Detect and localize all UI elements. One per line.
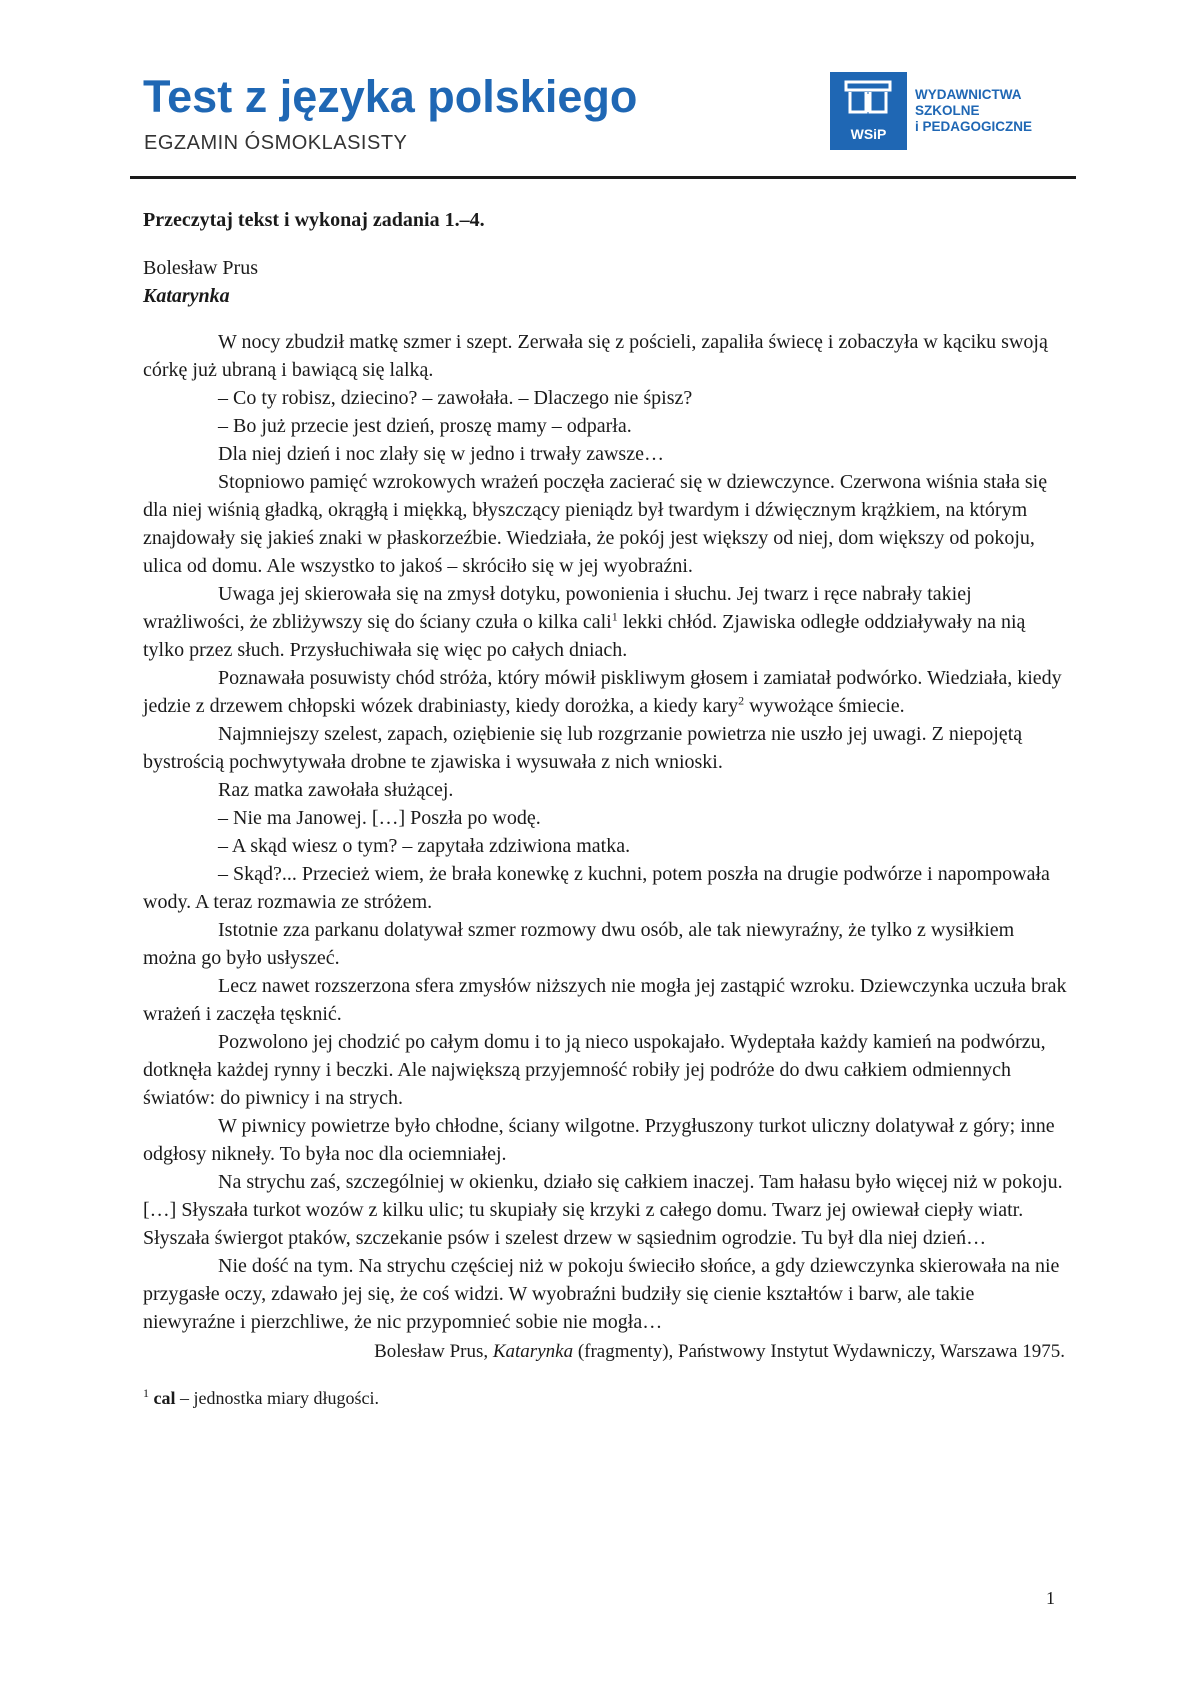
footnote-ref-1: 1 xyxy=(611,609,618,624)
footnote-definition: – jednostka miary długości. xyxy=(175,1388,379,1408)
source-author: Bolesław Prus, xyxy=(374,1341,493,1362)
paragraph-text: Uwaga jej skierowała się na zmysł dotyku, powonienia i słuchu. Jej twarz i ręce nabrały takiej wrażliwości, że zbliżywszy się do ściany czuła o kilka cali xyxy=(143,583,972,633)
source-title: Katarynka xyxy=(492,1341,574,1362)
paragraph: W nocy zbudził matkę szmer i szept. Zerwała się z pościeli, zapaliła świecę i zobaczyła w kąciku swoją córkę już ubraną i bawiącą się lalką. xyxy=(143,331,1048,381)
publisher-logo xyxy=(830,72,1032,150)
paragraph: Istotnie zza parkanu dolatywał szmer rozmowy dwu osób, ale tak niewyraźny, że tylko z wysiłkiem można go było usłyszeć. xyxy=(143,919,1015,969)
paragraph: – Skąd?... Przecież wiem, że brała konewkę z kuchni, potem poszła na drugie podwórze i napompowała wody. A teraz rozmawia ze stróżem. xyxy=(143,863,1050,913)
page-number: 1 xyxy=(1046,1588,1055,1608)
paragraph: Najmniejszy szelest, zapach, oziębienie się lub rozgrzanie powietrza nie uszło jej uwagi. Z niepojętą bystrością pochwytywała drobne te zjawiska i wysuwała z nich wnioski. xyxy=(143,723,1023,773)
open-book-icon xyxy=(844,80,892,116)
document-body xyxy=(143,206,1068,1412)
paragraph-text: lekki chłód. Zjawiska odległe oddziaływały na nią tylko przez słuch. Przysłuchiwała się więc po całych dniach. xyxy=(143,611,1026,661)
wsip-logo-box xyxy=(830,72,907,150)
footnote-1 xyxy=(143,1384,1068,1412)
header-divider xyxy=(130,176,1076,179)
logo-line-1: WYDAWNICTWA xyxy=(915,87,1022,102)
paragraph: Lecz nawet rozszerzona sfera zmysłów niższych nie mogła jej zastąpić wzroku. Dziewczynka uczuła brak wrażeń i zaczęła tęsknić. xyxy=(143,975,1067,1025)
paragraph: – Co ty robisz, dziecino? – zawołała. – Dlaczego nie śpisz? xyxy=(218,387,693,409)
paragraph: – Nie ma Janowej. […] Poszła po wodę. xyxy=(218,807,541,829)
paragraph: Raz matka zawołała służącej. xyxy=(218,779,454,801)
logo-abbr: WSiP xyxy=(850,126,887,142)
page-title: Test z języka polskiego xyxy=(143,71,638,122)
paragraph-touch xyxy=(143,580,1068,664)
paragraph: Na strychu zaś, szczególniej w okienku, działo się całkiem inaczej. Tam hałasu było więcej niż w pokoju. […] Słyszała turkot wozów z kilku ulic; tu skupiały się krzyki z całego domu. Twarz jej owiewał ciepły wiatr. Słyszała świergot ptaków, szczekanie psów i szelest drzew w sąsiednim ogrodzie. Tu był dla niej dzień… xyxy=(143,1171,1063,1249)
paragraph: Dla niej dzień i noc zlały się w jedno i trwały zawsze… xyxy=(218,443,664,465)
paragraph: Stopniowo pamięć wzrokowych wrażeń poczęła zacierać się w dziewczynce. Czerwona wiśnia stała się dla niej wiśnią gładką, okrągłą i miękką, błyszczący pieniądz był twardym i dźwięcznym krążkiem, na którym znajdowały się jakieś znaki w płaskorzeźbie. Wiedziała, że pokój jest większy od niej, dom większy od pokoju, ulica od domu. Ale wszystko to jakoś – skróciło się w jej wyobraźni. xyxy=(143,471,1048,577)
paragraph-text: Poznawała posuwisty chód stróża, który mówił piskliwym głosem i zamiatał podwórko. Wiedziała, kiedy jedzie z drzewem chłopski wózek drabiniasty, kiedy dorożka, a kiedy kary xyxy=(143,667,1062,717)
logo-line-2: SZKOLNE xyxy=(915,103,980,118)
paragraph: W piwnicy powietrze było chłodne, ściany wilgotne. Przygłuszony turkot uliczny dolatywał z góry; inne odgłosy nikneły. To była noc dla ociemniałej. xyxy=(143,1115,1055,1165)
text-author: Bolesław Prus xyxy=(143,257,258,279)
page-subtitle: EGZAMIN ÓSMOKLASISTY xyxy=(144,132,408,154)
paragraph: – A skąd wiesz o tym? – zapytała zdziwiona matka. xyxy=(218,835,631,857)
task-instruction: Przeczytaj tekst i wykonaj zadania 1.–4. xyxy=(143,209,485,231)
paragraph-sounds xyxy=(143,664,1068,720)
logo-text xyxy=(915,87,1032,135)
source-publisher: (fragmenty), Państwowy Instytut Wydawniczy, Warszawa 1975. xyxy=(573,1341,1065,1362)
paragraph: Nie dość na tym. Na strychu częściej niż w pokoju świeciło słońce, a gdy dziewczynka skierowała na nie przygasłe oczy, zdawało jej się, że coś widzi. W wyobraźni budziły się cienie kształtów i barw, ale takie niewyraźne i pierzchliwe, że nic przypomnieć sobie nie mogła… xyxy=(143,1255,1060,1333)
text-title: Katarynka xyxy=(143,285,230,307)
paragraph: – Bo już przecie jest dzień, proszę mamy – odparła. xyxy=(218,415,632,437)
logo-line-3: i PEDAGOGICZNE xyxy=(915,119,1033,134)
footnote-number: 1 xyxy=(143,1386,149,1400)
paragraph: Pozwolono jej chodzić po całym domu i to ją nieco uspokajało. Wydeptała każdy kamień na podwórzu, dotknęła każdej rynny i beczki. Ale największą przyjemność robiły jej podróże do dwu całkiem odmiennych światów: do piwnicy i na strych. xyxy=(143,1031,1046,1109)
source-citation xyxy=(143,1338,1068,1366)
footnote-term: cal xyxy=(153,1388,176,1408)
footnote-ref-2: 2 xyxy=(738,693,745,708)
paragraph-text: wywożące śmiecie. xyxy=(744,695,905,717)
